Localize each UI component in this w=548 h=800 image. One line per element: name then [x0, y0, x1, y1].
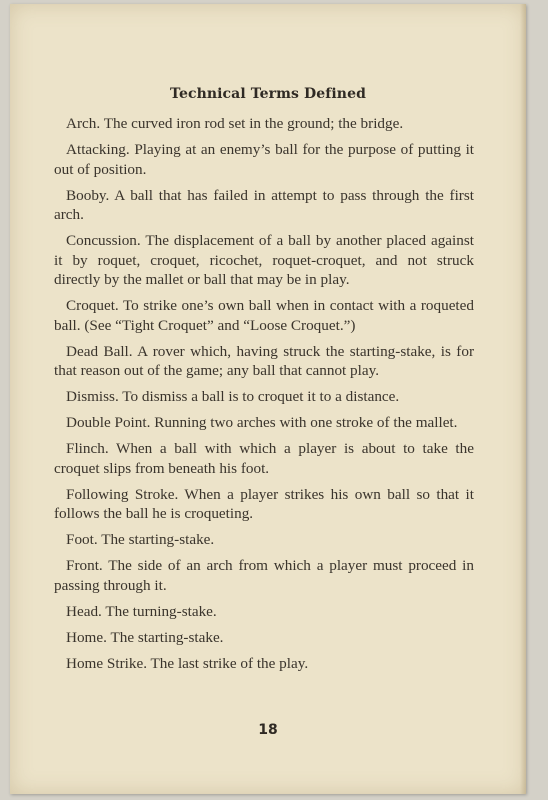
term: Home Strike.: [66, 654, 147, 672]
definition-text: A rover which, having struck the starting-stake, is for that reason out of the game; any ball that cannot play.: [54, 342, 475, 379]
definition-entry: [54, 413, 474, 433]
definition-text: The starting-stake.: [110, 628, 224, 646]
term: Foot.: [66, 531, 98, 548]
term: Dismiss.: [66, 388, 119, 405]
definition-entry: [54, 530, 474, 550]
definition-text: Playing at an enemy’s ball for the purpose of putting it out of position.: [54, 141, 475, 178]
definition-text: Running two arches with one stroke of the mallet.: [154, 414, 458, 431]
definition-text: When a player strikes his own ball so that it follows the ball he is croqueting.: [54, 485, 474, 522]
term: Booby.: [66, 186, 110, 204]
definitions-list: [54, 114, 474, 680]
term: Home.: [66, 628, 107, 646]
definition-text: To dismiss a ball is to croquet it to a distance.: [122, 388, 400, 405]
definition-text: To strike one’s own ball when in contact with a roqueted ball. (See “Tight Croquet” and “Loose Croquet.”): [54, 297, 474, 334]
definition-text: The side of an arch from which a player must proceed in passing through it.: [54, 557, 474, 594]
definition-text: The curved iron rod set in the ground; the bridge.: [103, 115, 404, 132]
definition-entry: [54, 654, 474, 674]
page-number: 18: [258, 722, 278, 738]
definition-entry: [54, 556, 474, 595]
term: Front.: [66, 557, 103, 574]
definition-text: The displacement of a ball by another placed against it by roquet, croquet, ricochet, roquet-croquet, and not struck directly by the mallet or ball that may be in play.: [54, 232, 474, 288]
definition-entry: [54, 485, 474, 524]
definition-text: The turning-stake.: [105, 602, 217, 620]
definition-entry: [54, 439, 474, 478]
term: Arch.: [66, 115, 101, 132]
book-page: [10, 4, 526, 794]
definition-text: The starting-stake.: [101, 531, 215, 548]
page-title: Technical Terms Defined: [170, 86, 366, 102]
definition-entry: [54, 628, 474, 648]
term: Following Stroke.: [66, 485, 179, 503]
term: Flinch.: [66, 440, 109, 457]
term: Dead Ball.: [66, 342, 133, 360]
definition-entry: [54, 114, 474, 134]
definition-entry: [54, 231, 474, 290]
definition-entry: [54, 342, 474, 381]
term: Attacking.: [66, 141, 130, 158]
term: Double Point.: [66, 414, 151, 431]
term: Croquet.: [66, 297, 119, 314]
definition-entry: [54, 296, 474, 335]
definition-entry: [54, 602, 474, 622]
page-edge-shadow: [520, 4, 526, 794]
term: Head.: [66, 602, 102, 620]
definition-entry: [54, 140, 474, 179]
term: Concussion.: [66, 232, 141, 249]
definition-text: The last strike of the play.: [150, 654, 309, 672]
definition-entry: [54, 387, 474, 407]
definition-entry: [54, 186, 474, 225]
definition-text: When a ball with which a player is about to take the croquet slips from beneath his foot.: [54, 440, 474, 477]
definition-text: A ball that has failed in attempt to pass through the first arch.: [54, 186, 474, 223]
